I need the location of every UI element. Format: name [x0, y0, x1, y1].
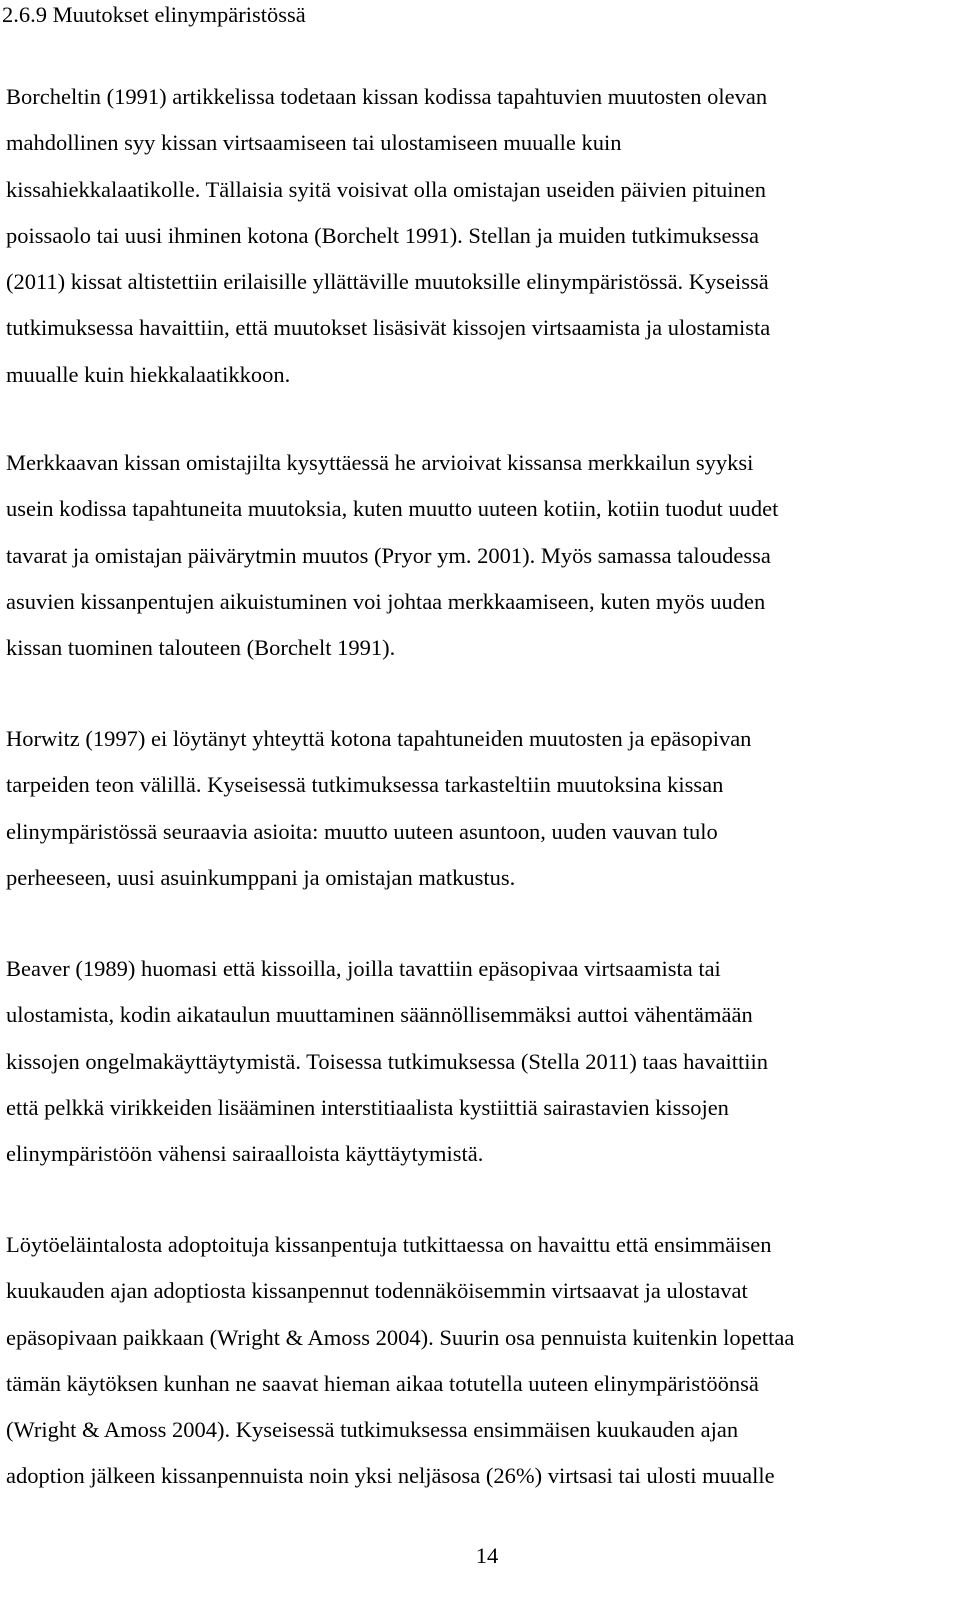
text-line: epäsopivaan paikkaan (Wright & Amoss 2004). Suurin osa pennuista kuitenkin lopettaa [6, 1324, 795, 1350]
text-line: poissaolo tai uusi ihminen kotona (Borchelt 1991). Stellan ja muiden tutkimuksessa [6, 222, 760, 248]
text-line: (2011) kissat altistettiin erilaisille yllättäville muutoksille elinympäristössä. Kyseissä [6, 269, 769, 295]
text-line: (Wright & Amoss 2004). Kyseisessä tutkimuksessa ensimmäisen kuukauden ajan [6, 1417, 739, 1443]
text-line: Borcheltin (1991) artikkelissa todetaan kissan kodissa tapahtuvien muutosten olevan [6, 84, 768, 109]
text-line: asuvien kissanpentujen aikuistuminen voi johtaa merkkaamiseen, kuten myös uuden [6, 588, 766, 614]
section-heading: 2.6.9 Muutokset elinympäristössä [2, 2, 306, 27]
text-line: kissahiekkalaatikolle. Tällaisia syitä voisivat olla omistajan useiden päivien pituinen [6, 176, 767, 202]
text-line: tutkimuksessa havaittiin, että muutokset lisäsivät kissojen virtsaamista ja ulostamista [6, 315, 771, 341]
text-line: Horwitz (1997) ei löytänyt yhteyttä kotona tapahtuneiden muutosten ja epäsopivan [6, 726, 752, 751]
paragraph-3 [6, 716, 946, 901]
text-line: usein kodissa tapahtuneita muutoksia, kuten muutto uuteen kotiin, kotiin tuodut uudet [6, 496, 779, 522]
paragraph-4 [6, 946, 946, 1177]
paragraph-1 [6, 74, 946, 398]
text-line: kissan tuominen talouteen (Borchelt 1991). [6, 635, 396, 661]
page-number: 14 [475, 1543, 499, 1568]
text-line: Merkkaavan kissan omistajilta kysyttäessä he arvioivat kissansa merkkailun syyksi [6, 450, 754, 475]
text-line: Beaver (1989) huomasi että kissoilla, joilla tavattiin epäsopivaa virtsaamista tai [6, 956, 721, 981]
text-line: elinympäristöön vähensi sairaalloista käyttäytymistä. [6, 1141, 484, 1167]
text-line: perheeseen, uusi asuinkumppani ja omistajan matkustus. [6, 864, 516, 890]
paragraph-5 [6, 1222, 946, 1500]
text-line: kuukauden ajan adoptiosta kissanpennut todennäköisemmin virtsaavat ja ulostavat [6, 1278, 748, 1304]
paragraph-2 [6, 440, 946, 671]
text-line: muualle kuin hiekkalaatikkoon. [6, 361, 291, 387]
text-line: kissojen ongelmakäyttäytymistä. Toisessa tutkimuksessa (Stella 2011) taas havaittiin [6, 1048, 769, 1074]
text-line: tarpeiden teon välillä. Kyseisessä tutkimuksessa tarkasteltiin muutoksina kissan [6, 772, 724, 798]
text-line: adoption jälkeen kissanpennuista noin yksi neljäsosa (26%) virtsasi tai ulosti muualle [6, 1463, 775, 1489]
text-line: elinympäristössä seuraavia asioita: muutto uuteen asuntoon, uuden vauvan tulo [6, 818, 718, 844]
text-line: että pelkkä virikkeiden lisääminen interstitiaalista kystiittiä sairastavien kissojen [6, 1094, 729, 1120]
text-line: mahdollinen syy kissan virtsaamiseen tai ulostamiseen muualle kuin [6, 130, 622, 156]
text-line: ulostamista, kodin aikataulun muuttaminen säännöllisemmäksi auttoi vähentämään [6, 1002, 753, 1028]
text-line: tämän käytöksen kunhan ne saavat hieman aikaa totutella uuteen elinympäristöönsä [6, 1370, 759, 1396]
text-line: Löytöeläintalosta adoptoituja kissanpentuja tutkittaessa on havaittu että ensimmäisen [6, 1232, 772, 1257]
text-line: tavarat ja omistajan päivärytmin muutos (Pryor ym. 2001). Myös samassa taloudessa [6, 542, 771, 568]
